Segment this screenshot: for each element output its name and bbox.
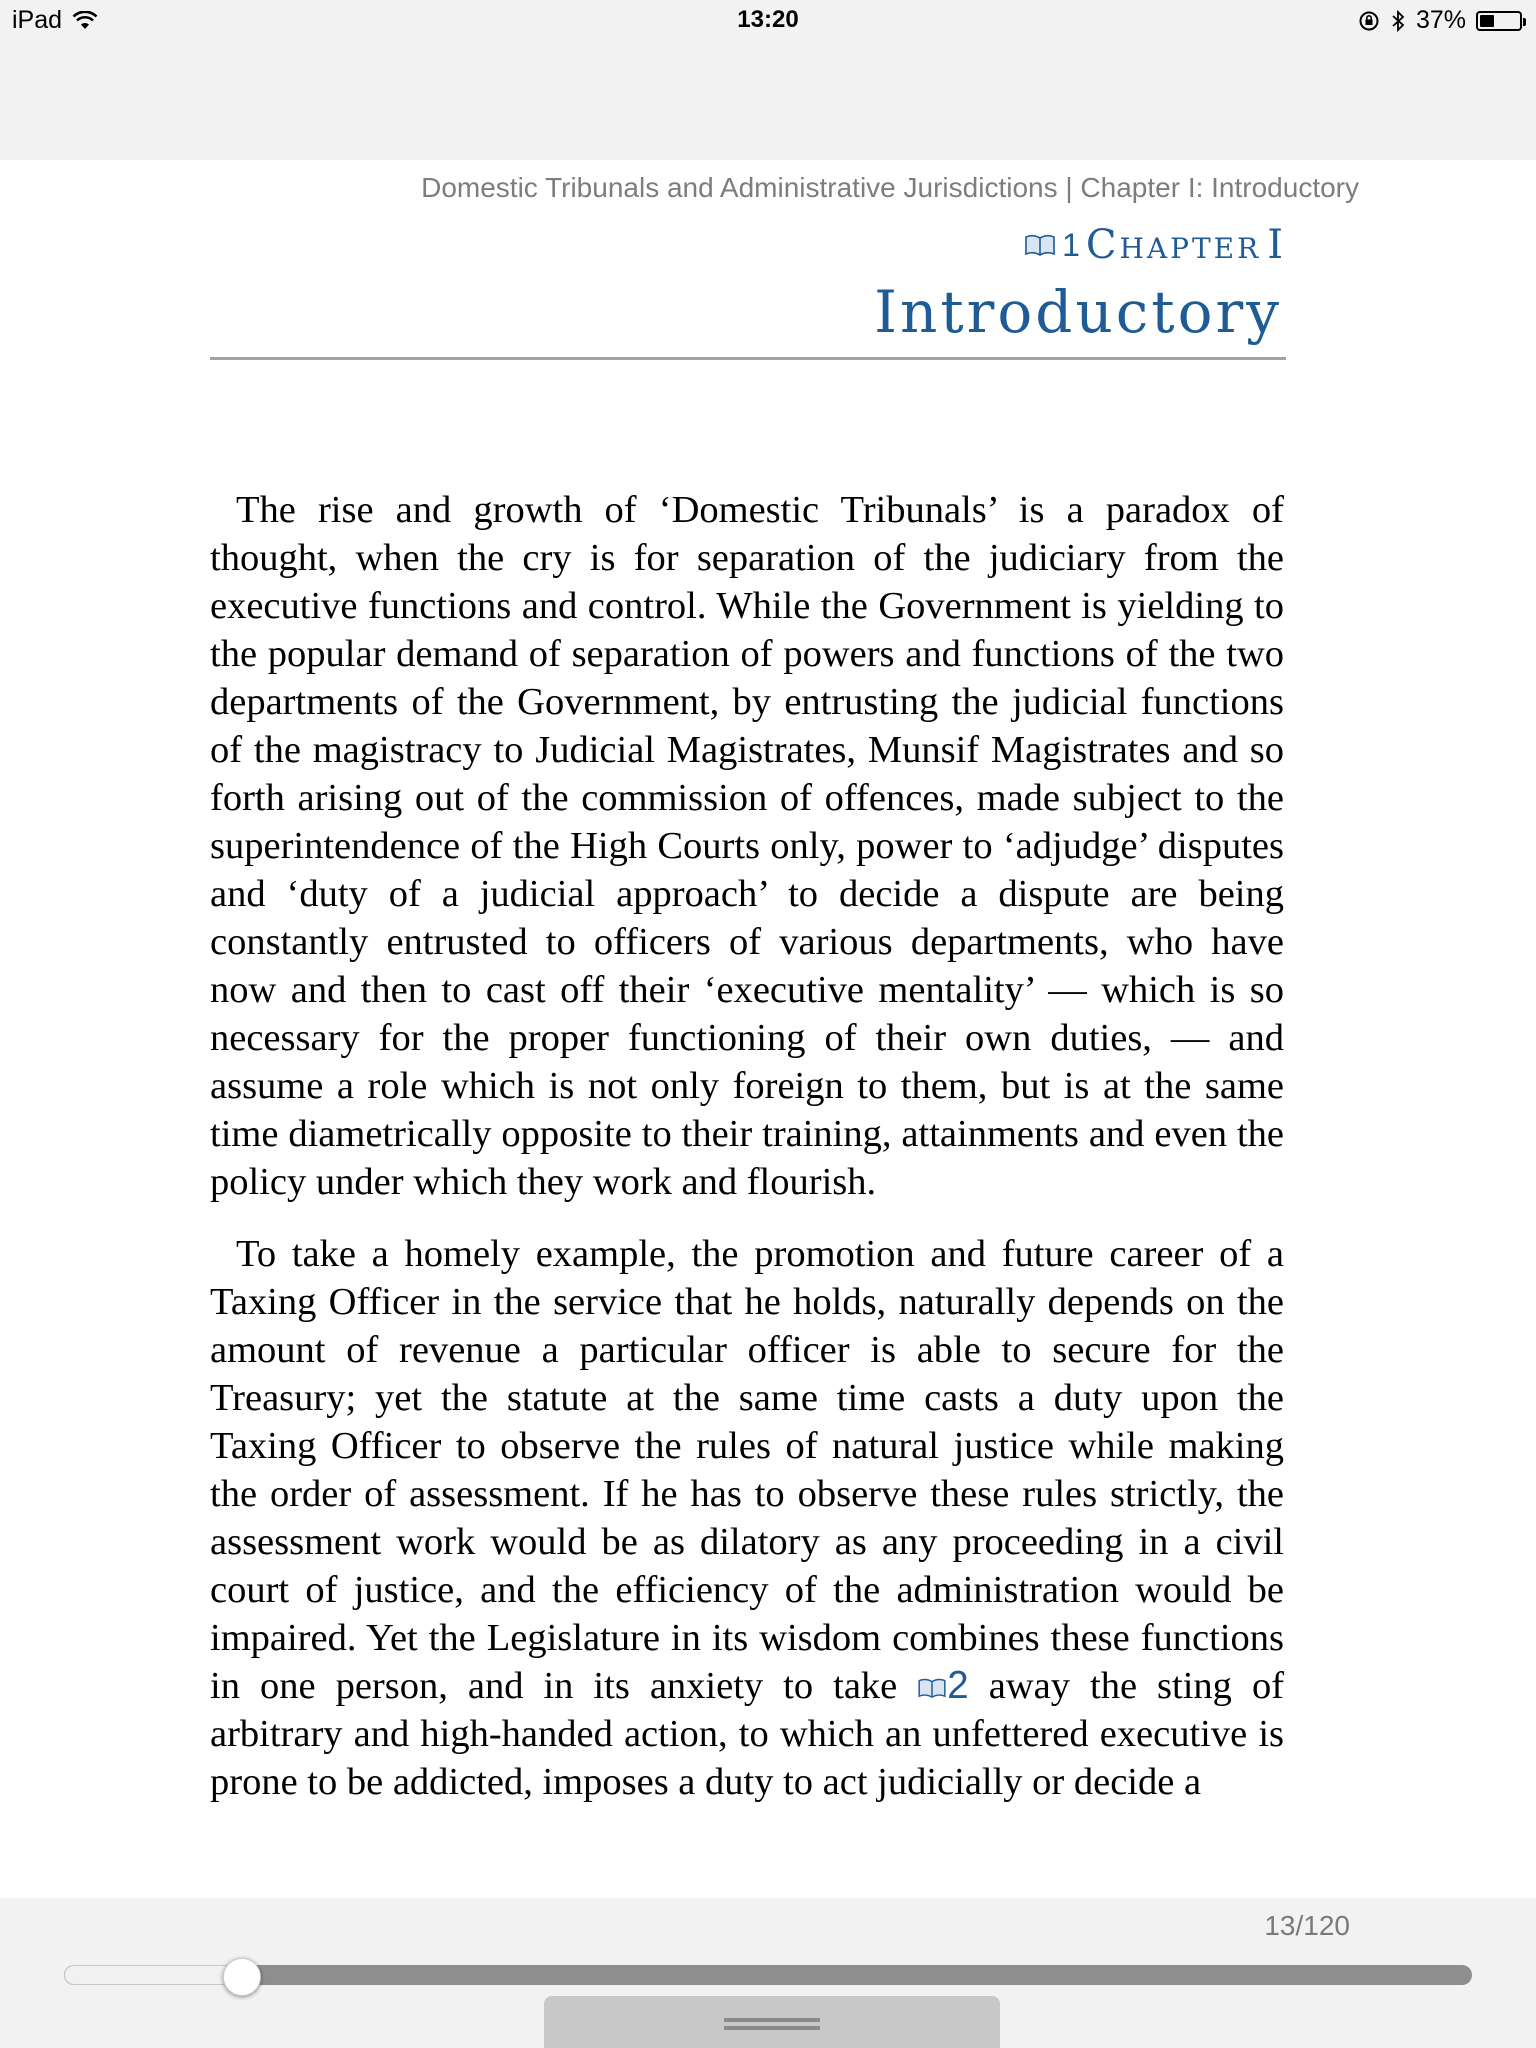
chapter-numeral: I (1267, 222, 1286, 268)
book-page-content (210, 486, 1284, 1830)
status-bar (0, 0, 1536, 42)
heading-divider (210, 357, 1286, 360)
clock: 13:20 (737, 6, 799, 33)
drawer-handle[interactable] (544, 1996, 1000, 2048)
inline-page-marker[interactable] (917, 1664, 968, 1707)
page-scrubber-progress (64, 1965, 241, 1985)
reader-toolbar[interactable] (0, 42, 1536, 160)
orientation-lock-icon (1358, 10, 1380, 32)
page-scrubber-thumb[interactable] (223, 1958, 261, 1996)
chapter-word: Chapter (1085, 222, 1262, 268)
battery-percent: 37% (1415, 6, 1466, 34)
battery-icon (1476, 11, 1522, 31)
grip-icon (724, 2018, 820, 2022)
paragraph: The rise and growth of ‘Domestic Tribunals’ is a paradox of thought, when the cry is for separation of the judiciary from the executive functions and control. While the Government is yielding to the popular demand of separation of powers and functions of the two departments of the Government, by entrusting the judicial functions of the magistracy to Judicial Magistrates, Munsif Magistrates and so forth arising out of the commission of offences, made subject to the superintendence of the High Courts only, power to ‘adjudge’ disputes and ‘duty of a judicial approach’ to decide a dispute are being constantly entrusted to officers of various departments, who have now and then to cast off their ‘executive mentality’ — which is so necessary for the proper functioning of their own duties, — and assume a role which is not only foreign to them, but is at the same time diametrically opposite to their training, attainments and even the policy under which they work and flourish. (210, 489, 1284, 1203)
paragraph-text: away the sting of arbitrary and high-handed action, to which an unfettered executive is prone to be addicted, imposes a duty to act judicially or decide a (210, 1665, 1285, 1803)
paragraph-text: To take a homely example, the promotion and future career of a Taxing Officer in the service that he holds, naturally depends on the amount of revenue a particular officer is able to secure for the Treasury; yet the statute at the same time casts a duty upon the Taxing Officer to observe the rules of natural justice while making the order of assessment. If he has to observe these rules strictly, the assessment work would be as dilatory as any proceeding in a civil court of justice, and the efficiency of the administration would be impaired. Yet the Legislature in its wisdom combines these functions in one person, and in its anxiety to take (210, 1233, 1284, 1707)
page-count: 13/120 (1264, 1910, 1350, 1941)
chapter-title: Introductory (874, 278, 1282, 346)
page-marker-number: 2 (947, 1664, 969, 1707)
book-icon (917, 1677, 947, 1699)
page-marker[interactable]: 1 (1062, 226, 1080, 263)
device-name: iPad (12, 6, 63, 34)
book-icon[interactable] (1024, 233, 1056, 257)
bluetooth-icon (1390, 9, 1406, 33)
running-header: Domestic Tribunals and Administrative Jurisdictions | Chapter I: Introductory (421, 172, 1359, 203)
paragraph (210, 1230, 1284, 1806)
battery-level (1480, 15, 1494, 27)
chapter-label (1024, 222, 1286, 268)
page-scrubber[interactable] (64, 1965, 1472, 1985)
